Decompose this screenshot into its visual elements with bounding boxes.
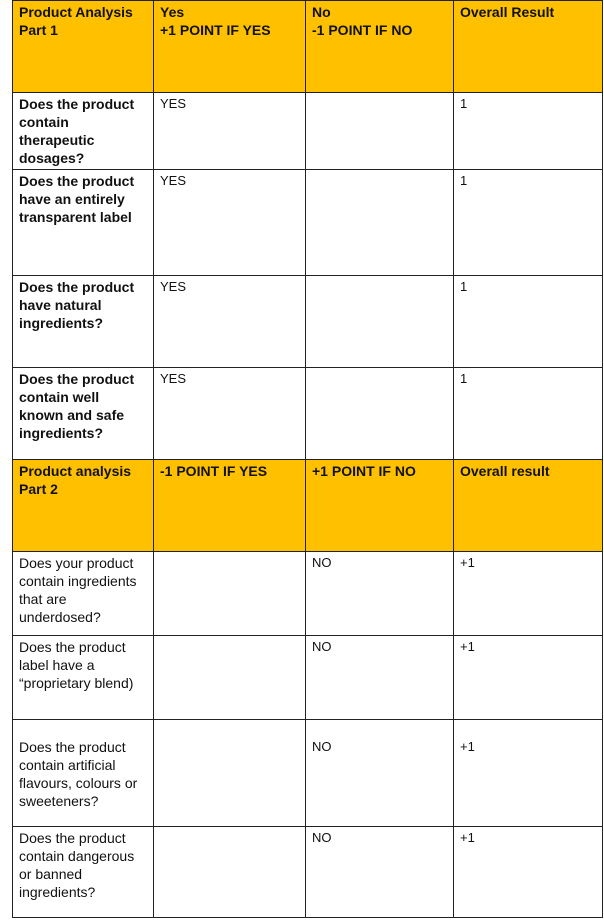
question-cell: Does the product contain dangerous or banned ingredients?: [13, 827, 154, 918]
table-row: [13, 552, 603, 636]
result-cell: +1: [454, 552, 603, 636]
result-cell: 1: [454, 276, 603, 368]
part1-header-result: Overall Result: [454, 1, 603, 93]
part1-header-yes: Yes +1 POINT IF YES: [154, 1, 306, 93]
part2-header-result: Overall result: [454, 460, 603, 552]
part1-header-row: [13, 1, 603, 93]
yes-cell: [154, 827, 306, 918]
table-row: [13, 636, 603, 720]
result-cell: +1: [454, 827, 603, 918]
result-cell: 1: [454, 368, 603, 460]
question-cell: Does your product contain ingredients that are underdosed?: [13, 552, 154, 636]
table-row: [13, 93, 603, 170]
part1-header-question: Product Analysis Part 1: [13, 1, 154, 93]
part2-header-no: +1 POINT IF NO: [306, 460, 454, 552]
result-cell: 1: [454, 170, 603, 276]
question-cell: Does the product have an entirely transparent label: [13, 170, 154, 276]
yes-cell: [154, 552, 306, 636]
no-cell: NO: [306, 827, 454, 918]
no-cell: [306, 93, 454, 170]
no-cell: [306, 276, 454, 368]
question-cell: Does the product contain artificial flavours, colours or sweeteners?: [13, 720, 154, 827]
no-cell: [306, 170, 454, 276]
yes-cell: YES: [154, 276, 306, 368]
table-row: [13, 720, 603, 827]
result-cell: +1: [454, 720, 603, 827]
table-row: [13, 170, 603, 276]
table-row: [13, 276, 603, 368]
table-row: [13, 827, 603, 918]
yes-cell: YES: [154, 93, 306, 170]
question-cell: Does the product label have a “proprietary blend): [13, 636, 154, 720]
table-row: [13, 368, 603, 460]
product-analysis-table: [12, 0, 603, 918]
question-cell: Does the product contain therapeutic dosages?: [13, 93, 154, 170]
no-cell: [306, 368, 454, 460]
yes-cell: YES: [154, 170, 306, 276]
no-cell: NO: [306, 720, 454, 827]
yes-cell: YES: [154, 368, 306, 460]
part2-header-question: Product analysis Part 2: [13, 460, 154, 552]
result-cell: +1: [454, 636, 603, 720]
no-cell: NO: [306, 636, 454, 720]
result-cell: 1: [454, 93, 603, 170]
part2-header-yes: -1 POINT IF YES: [154, 460, 306, 552]
no-cell: NO: [306, 552, 454, 636]
yes-cell: [154, 720, 306, 827]
question-cell: Does the product have natural ingredients?: [13, 276, 154, 368]
yes-cell: [154, 636, 306, 720]
question-cell: Does the product contain well known and safe ingredients?: [13, 368, 154, 460]
part1-header-no: No -1 POINT IF NO: [306, 1, 454, 93]
part2-header-row: [13, 460, 603, 552]
